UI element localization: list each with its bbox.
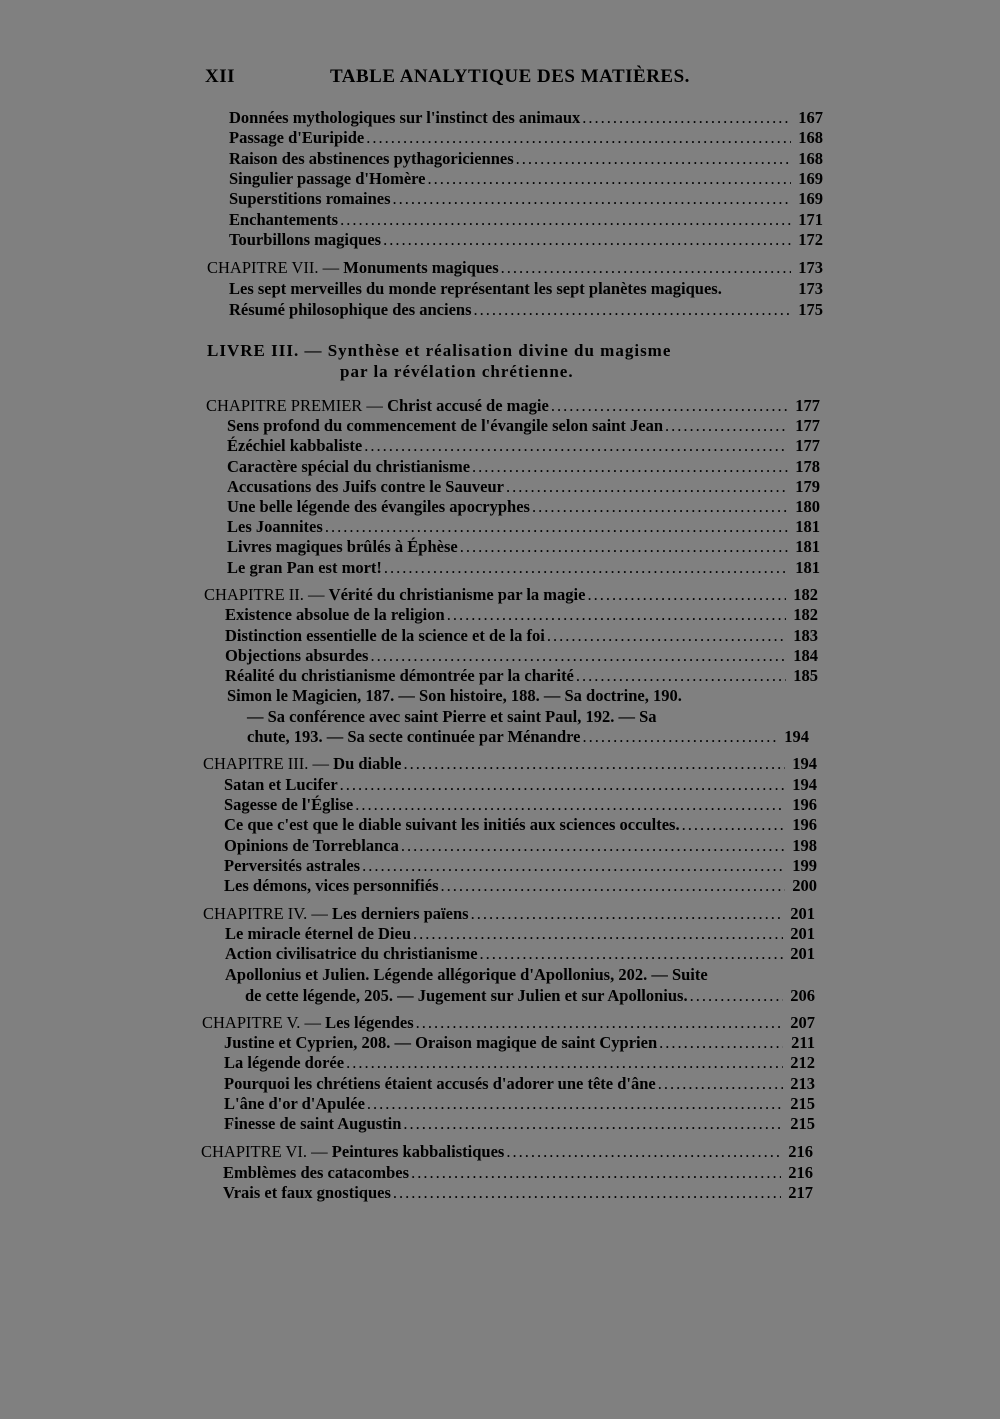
toc-entry-text: Données mythologiques sur l'instinct des animaux [229, 108, 581, 127]
toc-page-number: 181 [795, 537, 820, 556]
chapter-heading-text [201, 1142, 504, 1162]
toc-entry [227, 497, 820, 517]
toc-page-number: 217 [788, 1183, 813, 1202]
toc-entry [229, 128, 823, 148]
livre-heading-line1: LIVRE III. — Synthèse et réalisation divine du magisme [207, 341, 672, 360]
toc-entry [225, 924, 815, 944]
chapter-title: Peintures kabbalistiques [331, 1142, 505, 1161]
toc-entry [225, 646, 818, 666]
toc-page-number: 201 [790, 924, 815, 943]
chapter-label: CHAPITRE III. — [203, 754, 334, 773]
toc-entry-apollonius-line2 [245, 986, 815, 1006]
toc-entry-text: Accusations des Juifs contre le Sauveur [227, 477, 504, 496]
toc-page-number: 206 [790, 986, 815, 1005]
toc-page-number: 213 [790, 1074, 815, 1093]
toc-page-number: 184 [793, 646, 818, 665]
toc-entry-simon-line2: — Sa conférence avec saint Pierre et saint Paul, 192. — Sa [247, 707, 657, 726]
toc-entry-text: Objections absurdes [225, 646, 369, 665]
toc-entry [225, 666, 818, 686]
leader-dots [353, 795, 785, 815]
leader-dots [411, 924, 783, 944]
chapter-label: CHAPITRE II. — [204, 585, 329, 604]
toc-entry [229, 210, 823, 230]
toc-page-number: 168 [798, 128, 823, 147]
chapter-heading-chapter6 [201, 1142, 813, 1162]
toc-entry-simon-line3 [247, 727, 809, 747]
leader-dots [585, 585, 786, 605]
toc-page-number: 175 [798, 300, 823, 319]
leader-dots [504, 1142, 781, 1162]
chapter-heading-text [207, 258, 499, 278]
leader-dots [688, 986, 783, 1006]
toc-entry [225, 626, 818, 646]
leader-dots [549, 396, 788, 416]
toc-entry-apollonius-line1: Apollonius et Julien. Légende allégorique d'Apollonius, 202. — Suite [225, 965, 708, 984]
toc-entry-text: Ce que c'est que le diable suivant les initiés aux sciences occultes. [224, 815, 680, 834]
toc-entry-text: Caractère spécial du christianisme [227, 457, 471, 476]
toc-entry [229, 108, 823, 128]
leader-dots [426, 169, 792, 189]
toc-entry [229, 149, 823, 169]
toc-entry-text: Singulier passage d'Homère [229, 169, 426, 188]
leader-dots [414, 1013, 783, 1033]
toc-entry-text: Les sept merveilles du monde représentant les sept planètes magiques. [229, 279, 722, 298]
toc-page-number: 200 [792, 876, 817, 895]
toc-entry [224, 1114, 815, 1134]
toc-entry-text: Distinction essentielle de la science et de la foi [225, 626, 545, 645]
leader-dots [470, 457, 788, 477]
toc-entry [227, 517, 820, 537]
toc-page-number: 201 [790, 944, 815, 963]
leader-dots [663, 416, 788, 436]
toc-entry [223, 1183, 813, 1203]
chapter-heading-chapter1 [206, 396, 820, 416]
toc-entry [224, 775, 817, 795]
toc-entry-text: Justine et Cyprien, 208. — Oraison magique de saint Cyprien [224, 1033, 658, 1052]
leader-dots [323, 517, 788, 537]
toc-page-number: 173 [798, 279, 823, 298]
leader-dots [368, 646, 786, 666]
toc-entry-text: Réalité du christianisme démontrée par la charité [225, 666, 574, 685]
leader-dots [365, 1094, 783, 1114]
chapter-heading-text [204, 585, 585, 605]
toc-entry-text: Vrais et faux gnostiques [223, 1183, 391, 1202]
toc-entry [227, 537, 820, 557]
chapter-title: Christ accusé de magie [387, 396, 549, 415]
toc-page-number: 179 [795, 477, 820, 496]
toc-entry [227, 416, 820, 436]
toc-page-number: 181 [795, 517, 820, 536]
leader-dots [472, 300, 791, 320]
toc-entry [224, 836, 817, 856]
chapter-label: CHAPITRE V. — [202, 1013, 326, 1032]
leader-dots [364, 128, 791, 148]
leader-dots [499, 258, 791, 278]
toc-entry-simon-line1: Simon le Magicien, 187. — Son histoire, 188. — Sa doctrine, 190. [227, 686, 682, 705]
toc-entry [229, 279, 823, 299]
toc-page-number: 173 [798, 258, 823, 277]
toc-page-number: 169 [798, 189, 823, 208]
chapter-title: Les derniers païens [331, 904, 469, 923]
toc-entry-text: Passage d'Euripide [229, 128, 365, 147]
toc-entry [223, 1163, 813, 1183]
toc-entry [224, 1033, 815, 1053]
chapter-heading-chapter4 [203, 904, 815, 924]
leader-dots [344, 1053, 783, 1073]
toc-entry [225, 944, 815, 964]
leader-dots [504, 477, 788, 497]
toc-page-number: 211 [791, 1033, 815, 1052]
toc-entry-text: Le gran Pan est mort! [227, 558, 382, 577]
leader-dots [545, 626, 786, 646]
toc-entry-text: Résumé philosophique des anciens [229, 300, 472, 319]
leader-dots [401, 1114, 783, 1134]
toc-page-number: 171 [798, 210, 823, 229]
toc-entry-text: Les démons, vices personnifiés [224, 876, 439, 895]
toc-entry-text: Tourbillons magiques [229, 230, 382, 249]
toc-entry [224, 795, 817, 815]
toc-entry [227, 477, 820, 497]
toc-entry [225, 605, 818, 625]
toc-entry-text: Sens profond du commencement de l'évangile selon saint Jean [227, 416, 664, 435]
toc-page-number: 168 [798, 149, 823, 168]
toc-entry [224, 856, 817, 876]
chapter-heading-text [203, 754, 401, 774]
leader-dots [656, 1074, 783, 1094]
toc-entry-text: Perversités astrales [224, 856, 361, 875]
chapter-heading-chapter5 [202, 1013, 815, 1033]
toc-entry [227, 436, 820, 456]
leader-dots [381, 230, 791, 250]
toc-page-number: 194 [784, 727, 809, 746]
toc-page-number: 183 [793, 626, 818, 645]
toc-page-number: 215 [790, 1114, 815, 1133]
leader-dots [530, 497, 788, 517]
toc-entry-text: chute, 193. — Sa secte continuée par Ménandre [247, 727, 581, 746]
toc-entry-text: Superstitions romaines [229, 189, 391, 208]
chapter-heading-chapter2 [204, 585, 818, 605]
leader-dots [514, 149, 791, 169]
toc-page-number: 180 [795, 497, 820, 516]
toc-entry-text: Sagesse de l'Église [224, 795, 354, 814]
toc-page-number: 216 [788, 1142, 813, 1161]
leader-dots [580, 108, 791, 128]
chapter-label: CHAPITRE VI. — [201, 1142, 332, 1161]
toc-page-number: 196 [792, 795, 817, 814]
toc-page-number: 185 [793, 666, 818, 685]
toc-entry-text: Pourquoi les chrétiens étaient accusés d'adorer une tête d'âne [224, 1074, 656, 1093]
leader-dots [581, 727, 778, 747]
toc-entry-text: L'âne d'or d'Apulée [224, 1094, 365, 1113]
toc-page-number: 216 [788, 1163, 813, 1182]
livre-heading-line2: par la révélation chrétienne. [340, 362, 574, 381]
toc-entry-text: Livres magiques brûlés à Éphèse [227, 537, 458, 556]
toc-page-number: 212 [790, 1053, 815, 1072]
chapter-title: Du diable [333, 754, 402, 773]
chapter-heading-chapter7 [207, 258, 823, 278]
toc-entry-text: Une belle légende des évangiles apocryphes [227, 497, 530, 516]
chapter-heading-text [206, 396, 549, 416]
leader-dots [399, 836, 785, 856]
toc-page-number: 199 [792, 856, 817, 875]
chapter-heading-text [203, 904, 469, 924]
leader-dots [338, 210, 791, 230]
toc-entry [227, 457, 820, 477]
toc-entry [229, 230, 823, 250]
leader-dots [458, 537, 788, 557]
livre-heading [207, 340, 822, 382]
toc-entry [224, 1053, 815, 1073]
page-number: XII [205, 66, 236, 87]
toc-entry [229, 300, 823, 320]
toc-entry [229, 189, 823, 209]
leader-dots [360, 856, 785, 876]
toc-entry [227, 558, 820, 578]
toc-page-number: 207 [790, 1013, 815, 1032]
toc-page-number: 198 [792, 836, 817, 855]
toc-entry-text: Enchantements [229, 210, 339, 229]
leader-dots [478, 944, 783, 964]
toc-entry [224, 876, 817, 896]
leader-dots [391, 189, 791, 209]
toc-page-number: 177 [795, 436, 820, 455]
toc-entry-text: de cette légende, 205. — Jugement sur Julien et sur Apollonius. [245, 986, 688, 1005]
toc-entry-text: Emblèmes des catacombes [223, 1163, 410, 1182]
toc-page-number: 182 [793, 605, 818, 624]
toc-entry-text: Existence absolue de la religion [225, 605, 445, 624]
toc-entry-text: Ézéchiel kabbaliste [227, 436, 363, 455]
toc-page-number: 169 [798, 169, 823, 188]
toc-entry-text: Satan et Lucifer [224, 775, 338, 794]
page-title: TABLE ANALYTIQUE DES MATIÈRES. [330, 66, 690, 87]
chapter-label: CHAPITRE PREMIER — [206, 396, 388, 415]
chapter-heading-text [202, 1013, 414, 1033]
chapter-label: CHAPITRE IV. — [203, 904, 332, 923]
toc-entry-text: Finesse de saint Augustin [224, 1114, 402, 1133]
leader-dots [574, 666, 786, 686]
toc-entry-text: Opinions de Torreblanca [224, 836, 399, 855]
toc-page-number: 181 [795, 558, 820, 577]
toc-page-number: 167 [798, 108, 823, 127]
leader-dots [469, 904, 783, 924]
page-header [205, 66, 810, 94]
toc-entry-text: Le miracle éternel de Dieu [225, 924, 412, 943]
toc-entry [224, 1094, 815, 1114]
toc-entry-text: Les Joannites [227, 517, 323, 536]
chapter-title: Les légendes [325, 1013, 414, 1032]
leader-dots [680, 815, 785, 835]
leader-dots [401, 754, 785, 774]
toc-page-number: 194 [792, 775, 817, 794]
chapter-heading-chapter3 [203, 754, 817, 774]
leader-dots [657, 1033, 783, 1053]
toc-page-number: 201 [790, 904, 815, 923]
toc-entry [224, 1074, 815, 1094]
toc-page-number: 177 [795, 396, 820, 415]
toc-page-number: 196 [792, 815, 817, 834]
toc-entry-text: La légende dorée [224, 1053, 345, 1072]
toc-page-number: 215 [790, 1094, 815, 1113]
leader-dots [362, 436, 788, 456]
toc-page-number: 178 [795, 457, 820, 476]
chapter-title: Monuments magiques [343, 258, 499, 277]
leader-dots [338, 775, 785, 795]
leader-dots [382, 558, 788, 578]
leader-dots [409, 1163, 781, 1183]
toc-page-number: 177 [795, 416, 820, 435]
toc-page-number: 172 [798, 230, 823, 249]
chapter-title: Vérité du christianisme par la magie [328, 585, 586, 604]
leader-dots [439, 876, 786, 896]
toc-entry-text: Raison des abstinences pythagoriciennes [229, 149, 514, 168]
toc-entry [224, 815, 817, 835]
toc-page-number: 194 [792, 754, 817, 773]
leader-dots [391, 1183, 781, 1203]
toc-page-number: 182 [793, 585, 818, 604]
toc-entry-text: Action civilisatrice du christianisme [225, 944, 478, 963]
leader-dots [445, 605, 786, 625]
toc-entry [229, 169, 823, 189]
chapter-label: CHAPITRE VII. — [207, 258, 344, 277]
